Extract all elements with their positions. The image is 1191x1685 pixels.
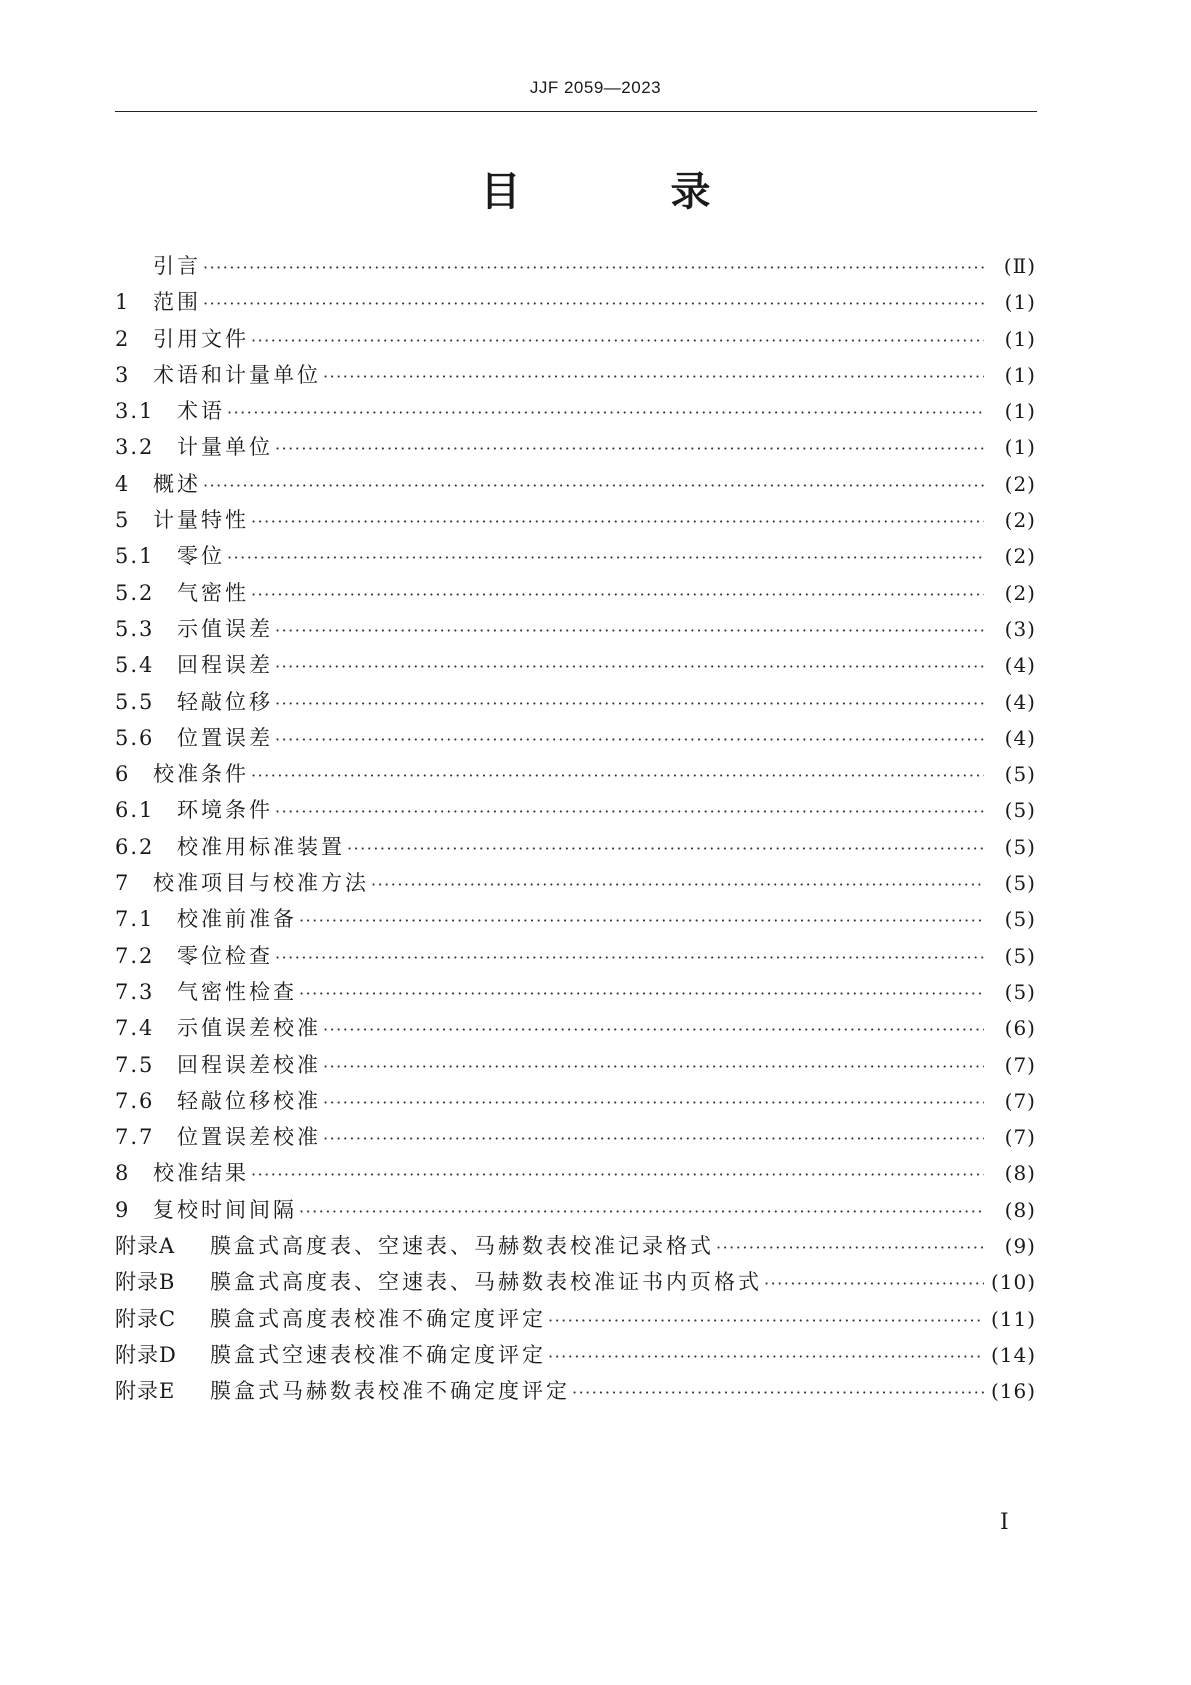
header-rule (115, 111, 1037, 112)
toc-entry-page: (11) (990, 1306, 1036, 1331)
toc-entry-title: 轻敲位移 (177, 689, 273, 714)
toc-dot-leader (275, 730, 984, 749)
toc-entry-number: 2 (115, 326, 131, 351)
toc-entry-page: (5) (1004, 943, 1036, 968)
toc-entry-page: (6) (1004, 1016, 1036, 1041)
toc-entry-title: 校准前准备 (177, 907, 297, 932)
toc-entry-number: 5.6 (115, 725, 155, 750)
toc-dot-leader (203, 258, 984, 277)
toc-entry-title: 轻敲位移校准 (177, 1088, 321, 1113)
toc-entry[interactable] (115, 1049, 1036, 1085)
toc-entry-page: (14) (990, 1342, 1036, 1367)
toc-dot-leader (275, 657, 984, 676)
toc-entry[interactable] (115, 540, 1036, 576)
toc-entry-number: 附录D (115, 1342, 177, 1367)
toc-entry-number: 5.2 (115, 580, 155, 605)
toc-dot-leader (251, 1165, 984, 1184)
toc-entry-title: 膜盒式空速表校准不确定度评定 (210, 1342, 546, 1367)
toc-entry-title: 膜盒式高度表、空速表、马赫数表校准记录格式 (210, 1234, 714, 1259)
toc-entry[interactable] (115, 250, 1036, 286)
toc-dot-leader (323, 1020, 984, 1039)
toc-dot-leader (203, 476, 984, 495)
toc-dot-leader (347, 839, 984, 858)
document-code-header: JJF 2059—2023 (529, 78, 662, 97)
toc-dot-leader (299, 1202, 984, 1221)
toc-entry-number: 8 (115, 1161, 131, 1186)
toc-entry-number: 附录C (115, 1306, 177, 1331)
page-title: 目 录 (480, 169, 779, 215)
toc-entry-number: 附录E (115, 1379, 176, 1404)
toc-entry-number: 5.3 (115, 616, 155, 641)
toc-entry[interactable] (115, 831, 1036, 867)
toc-dot-leader (275, 439, 984, 458)
toc-dot-leader (323, 1057, 984, 1076)
toc-dot-leader (203, 294, 984, 313)
toc-entry-title: 校准条件 (153, 762, 249, 787)
toc-dot-leader (275, 802, 984, 821)
toc-entry-number: 7.1 (115, 907, 155, 932)
toc-entry-number: 5 (115, 508, 131, 533)
toc-entry[interactable] (115, 431, 1036, 467)
toc-entry-page: (1) (1004, 326, 1036, 351)
toc-entry-number: 7.5 (115, 1052, 155, 1077)
toc-entry-title: 范围 (153, 290, 201, 315)
toc-entry-appendix[interactable] (115, 1230, 1036, 1266)
toc-dot-leader (275, 621, 984, 640)
toc-entry-page: (5) (1004, 762, 1036, 787)
toc-entry-title: 位置误差 (177, 725, 273, 750)
toc-entry[interactable] (115, 1012, 1036, 1048)
toc-entry[interactable] (115, 395, 1036, 431)
toc-entry[interactable] (115, 468, 1036, 504)
toc-dot-leader (251, 766, 984, 785)
toc-entry-page: (2) (1004, 471, 1036, 496)
toc-entry-page: (10) (990, 1270, 1036, 1295)
toc-entry-title: 复校时间间隔 (153, 1197, 297, 1222)
toc-entry-page: (7) (1004, 1088, 1036, 1113)
toc-entry-number: 3.1 (115, 399, 155, 424)
toc-dot-leader (299, 911, 984, 930)
toc-entry-title: 术语和计量单位 (153, 362, 321, 387)
toc-dot-leader (548, 1311, 984, 1330)
toc-entry-page: (2) (1004, 544, 1036, 569)
toc-entry-title: 引言 (153, 254, 201, 278)
toc-entry[interactable] (115, 504, 1036, 540)
toc-entry-title: 零位 (177, 544, 225, 569)
toc-entry-number: 5.4 (115, 653, 155, 678)
toc-entry-page: (4) (1004, 689, 1036, 714)
toc-entry-page: (5) (1004, 834, 1036, 859)
toc-entry-number: 6.2 (115, 834, 155, 859)
toc-entry-number: 6 (115, 762, 131, 787)
toc-entry-page: (7) (1004, 1125, 1036, 1150)
toc-entry[interactable] (115, 1085, 1036, 1121)
toc-entry-title: 位置误差校准 (177, 1125, 321, 1150)
toc-entry-title: 膜盒式马赫数表校准不确定度评定 (210, 1379, 570, 1404)
toc-entry-title: 回程误差校准 (177, 1052, 321, 1077)
toc-entry-number: 6.1 (115, 798, 155, 823)
toc-entry[interactable] (115, 286, 1036, 322)
toc-dot-leader (323, 367, 984, 386)
toc-entry-title: 引用文件 (153, 326, 249, 351)
toc-entry-title: 气密性 (177, 580, 249, 605)
toc-entry-page: (5) (1004, 798, 1036, 823)
toc-dot-leader (251, 331, 984, 350)
toc-entry-title: 校准项目与校准方法 (153, 871, 369, 896)
toc-entry-page: (1) (1004, 290, 1036, 315)
toc-entry-appendix[interactable] (115, 1303, 1036, 1339)
toc-dot-leader (251, 585, 984, 604)
toc-entry-number: 7.7 (115, 1125, 155, 1150)
toc-entry[interactable] (115, 649, 1036, 685)
toc-dot-leader (323, 1129, 984, 1148)
toc-entry-page: (3) (1004, 616, 1036, 641)
toc-entry-page: (8) (1004, 1161, 1036, 1186)
toc-entry-page: (Ⅱ) (1003, 254, 1036, 278)
toc-entry[interactable] (115, 794, 1036, 830)
table-of-contents (115, 250, 1036, 1412)
toc-entry-title: 术语 (177, 399, 225, 424)
toc-entry-number: 7.2 (115, 943, 155, 968)
toc-entry-number: 3 (115, 362, 131, 387)
toc-entry-number: 7.3 (115, 979, 155, 1004)
toc-entry[interactable] (115, 867, 1036, 903)
toc-entry-page: (5) (1004, 907, 1036, 932)
toc-entry-number: 5.5 (115, 689, 155, 714)
toc-dot-leader (275, 694, 984, 713)
toc-entry-page: (2) (1004, 508, 1036, 533)
toc-dot-leader (716, 1238, 984, 1257)
toc-entry[interactable] (115, 686, 1036, 722)
toc-entry-number: 7.6 (115, 1088, 155, 1113)
toc-entry[interactable] (115, 903, 1036, 939)
toc-dot-leader (371, 875, 984, 894)
toc-entry-number: 4 (115, 471, 131, 496)
toc-dot-leader (299, 984, 984, 1003)
toc-entry-number: 1 (115, 290, 131, 315)
toc-entry[interactable] (115, 1194, 1036, 1230)
toc-entry-appendix[interactable] (115, 1375, 1036, 1411)
toc-entry-number: 5.1 (115, 544, 155, 569)
toc-dot-leader (275, 948, 984, 967)
toc-entry-title: 计量单位 (177, 435, 273, 460)
toc-entry-page: (4) (1004, 725, 1036, 750)
toc-entry[interactable] (115, 758, 1036, 794)
toc-entry-number: 3.2 (115, 435, 155, 460)
toc-entry-number: 7.4 (115, 1016, 155, 1041)
toc-entry[interactable] (115, 1157, 1036, 1193)
toc-entry-title: 零位检查 (177, 943, 273, 968)
toc-entry-title: 校准用标准装置 (177, 834, 345, 859)
toc-entry-title: 回程误差 (177, 653, 273, 678)
toc-entry[interactable] (115, 940, 1036, 976)
toc-entry[interactable] (115, 976, 1036, 1012)
toc-entry[interactable] (115, 359, 1036, 395)
toc-entry-number: 9 (115, 1197, 131, 1222)
toc-entry[interactable] (115, 613, 1036, 649)
toc-entry-page: (7) (1004, 1052, 1036, 1077)
toc-entry-title: 气密性检查 (177, 979, 297, 1004)
toc-entry-page: (5) (1004, 979, 1036, 1004)
toc-entry-title: 校准结果 (153, 1161, 249, 1186)
toc-entry-title: 示值误差 (177, 616, 273, 641)
toc-dot-leader (227, 548, 984, 567)
toc-entry-title: 环境条件 (177, 798, 273, 823)
toc-entry-number: 附录B (115, 1270, 176, 1295)
toc-entry-page: (5) (1004, 871, 1036, 896)
toc-entry-page: (1) (1004, 362, 1036, 387)
toc-entry-page: (8) (1004, 1197, 1036, 1222)
toc-dot-leader (323, 1093, 984, 1112)
toc-entry-page: (2) (1004, 580, 1036, 605)
toc-entry-title: 示值误差校准 (177, 1016, 321, 1041)
toc-entry-number: 7 (115, 871, 131, 896)
toc-entry[interactable] (115, 577, 1036, 613)
toc-dot-leader (764, 1274, 984, 1293)
toc-entry[interactable] (115, 722, 1036, 758)
toc-entry-title: 膜盒式高度表校准不确定度评定 (210, 1306, 546, 1331)
page-number: I (1000, 1510, 1009, 1535)
toc-entry[interactable] (115, 1121, 1036, 1157)
toc-dot-leader (548, 1347, 984, 1366)
toc-entry-appendix[interactable] (115, 1339, 1036, 1375)
toc-entry-page: (4) (1004, 653, 1036, 678)
toc-entry-title: 膜盒式高度表、空速表、马赫数表校准证书内页格式 (210, 1270, 762, 1295)
toc-dot-leader (227, 403, 984, 422)
toc-entry-page: (9) (1004, 1234, 1036, 1259)
toc-entry-title: 概述 (153, 471, 201, 496)
toc-entry-page: (1) (1004, 399, 1036, 424)
toc-entry-title: 计量特性 (153, 508, 249, 533)
toc-entry-page: (1) (1004, 435, 1036, 460)
toc-entry-appendix[interactable] (115, 1266, 1036, 1302)
toc-dot-leader (572, 1383, 984, 1402)
toc-entry[interactable] (115, 323, 1036, 359)
toc-entry-page: (16) (990, 1379, 1036, 1404)
toc-entry-number: 附录A (115, 1234, 176, 1259)
toc-dot-leader (251, 512, 984, 531)
